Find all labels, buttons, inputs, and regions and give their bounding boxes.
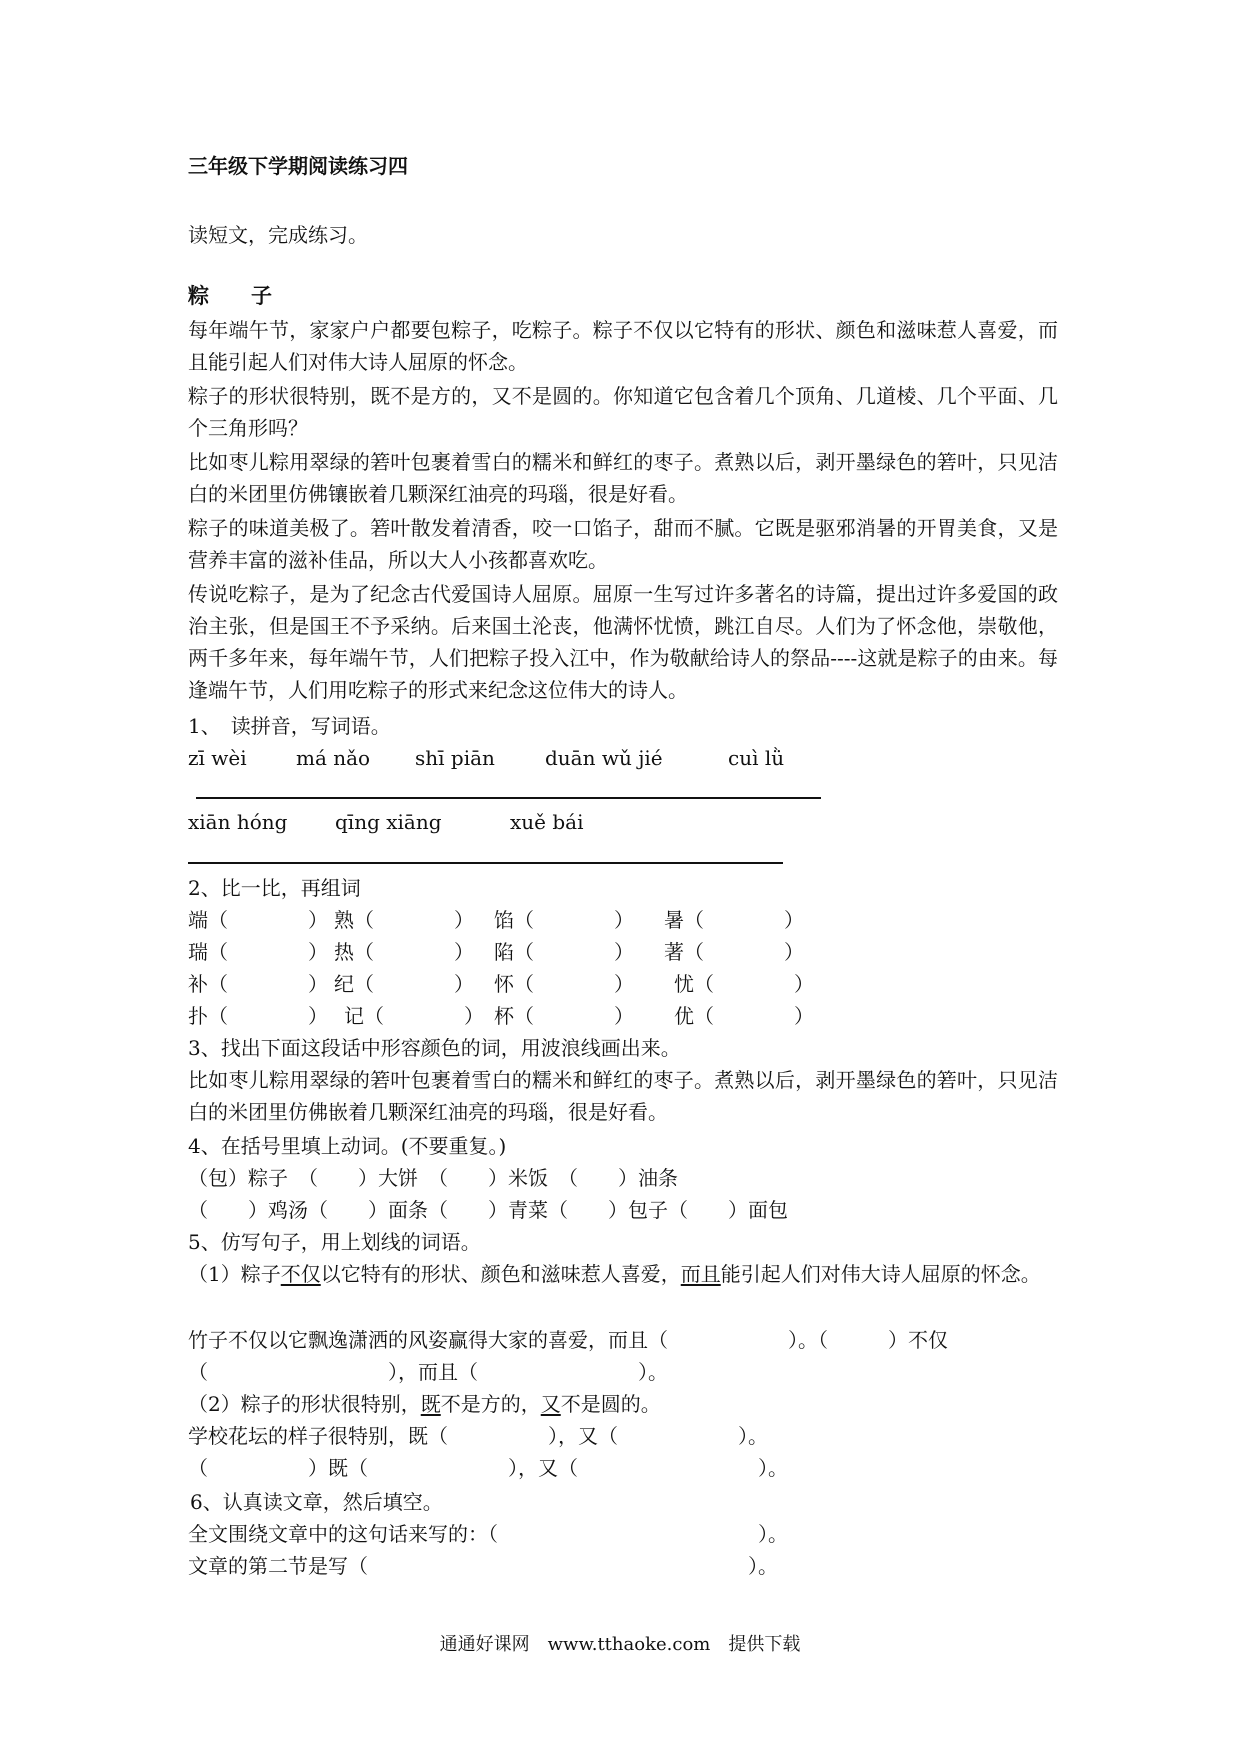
q2-label: 2、比一比，再组词 bbox=[188, 876, 361, 900]
q4-row-2[interactable]: （ ）鸡汤（ ）面条（ ）青菜（ ）包子（ ）面包 bbox=[188, 1198, 788, 1222]
word-item[interactable]: 熟（ ） bbox=[334, 908, 474, 932]
passage-paragraph-1: 每年端午节，家家户户都要包粽子，吃粽子。粽子不仅以它特有的形状、颜色和滋味惹人喜爱，而且能引起人们对伟大诗人屈原的怀念。 bbox=[188, 318, 1058, 374]
word-item[interactable]: 杯（ ） bbox=[494, 1004, 634, 1028]
document-title: 三年级下学期阅读练习四 bbox=[188, 154, 408, 178]
passage-paragraph-2: 粽子的形状很特别，既不是方的，又不是圆的。你知道它包含着几个顶角、几道棱、几个平面、几个三角形吗？ bbox=[188, 384, 1058, 440]
q5-sentence-1 bbox=[188, 1258, 1058, 1290]
word-item[interactable]: 补（ ） bbox=[188, 972, 328, 996]
word-item[interactable]: 纪（ ） bbox=[334, 972, 474, 996]
q1-label: 1、 读拼音，写词语。 bbox=[188, 714, 391, 738]
pinyin-item: zī wèi bbox=[188, 746, 247, 770]
q5-fill-4[interactable]: （ ）既（ ），又（ ）。 bbox=[188, 1456, 788, 1480]
q5-s2-mid: 不是方的， bbox=[440, 1392, 541, 1416]
word-item[interactable]: 瑞（ ） bbox=[188, 940, 328, 964]
word-item[interactable]: 著（ ） bbox=[664, 940, 804, 964]
word-item[interactable]: 热（ ） bbox=[334, 940, 474, 964]
footer-credit: 通通好课网 www.tthaoke.com 提供下载 bbox=[439, 1634, 801, 1655]
q6-label: 6、认真读文章，然后填空。 bbox=[190, 1490, 443, 1514]
q5-s2-end: 不是圆的。 bbox=[560, 1392, 661, 1416]
q5-label: 5、仿写句子，用上划线的词语。 bbox=[188, 1230, 481, 1254]
q5-s1-mid: 以它特有的形状、颜色和滋味惹人喜爱， bbox=[320, 1262, 681, 1286]
q5-s1-end: 能引起人们对伟大诗人屈原的怀念。 bbox=[720, 1262, 1041, 1286]
q5-s1-prefix: （1）粽子 bbox=[188, 1262, 281, 1286]
word-item[interactable]: 暑（ ） bbox=[664, 908, 804, 932]
pinyin-item: cuì lǜ bbox=[728, 746, 785, 770]
passage-paragraph-3: 比如枣儿粽用翠绿的箬叶包裹着雪白的糯米和鲜红的枣子。煮熟以后，剥开墨绿色的箬叶，只见洁白的米团里仿佛镶嵌着几颗深红油亮的玛瑙，很是好看。 bbox=[188, 450, 1058, 506]
answer-line-1[interactable] bbox=[196, 797, 821, 799]
q5-s2-underline-2: 又 bbox=[540, 1392, 561, 1416]
word-item[interactable]: 怀（ ） bbox=[494, 972, 634, 996]
answer-line-2[interactable] bbox=[188, 862, 783, 864]
word-item[interactable]: 馅（ ） bbox=[494, 908, 634, 932]
instruction: 读短文，完成练习。 bbox=[188, 223, 368, 247]
q3-text: 比如枣儿粽用翠绿的箬叶包裹着雪白的糯米和鲜红的枣子。煮熟以后，剥开墨绿色的箬叶，只见洁白的米团里仿佛嵌着几颗深红油亮的玛瑙，很是好看。 bbox=[188, 1068, 1058, 1124]
q3-label: 3、找出下面这段话中形容颜色的词，用波浪线画出来。 bbox=[188, 1036, 681, 1060]
pinyin-item: shī piān bbox=[415, 746, 495, 770]
q4-row-1[interactable]: （包）粽子 （ ）大饼 （ ）米饭 （ ）油条 bbox=[188, 1166, 678, 1190]
q5-s2-underline-1: 既 bbox=[420, 1392, 441, 1416]
pinyin-item: duān wǔ jié bbox=[545, 746, 663, 770]
word-item[interactable]: 优（ ） bbox=[674, 1004, 814, 1028]
q5-fill-2[interactable]: （ ），而且（ ）。 bbox=[188, 1360, 668, 1384]
pinyin-item: má nǎo bbox=[296, 746, 371, 770]
pinyin-item: qīng xiāng bbox=[335, 810, 442, 834]
q4-label: 4、在括号里填上动词。(不要重复。) bbox=[188, 1134, 507, 1158]
passage-title: 粽 子 bbox=[188, 283, 272, 308]
q5-sentence-2 bbox=[188, 1388, 661, 1420]
q6-line-2[interactable]: 文章的第二节是写（ ）。 bbox=[188, 1554, 778, 1578]
pinyin-item: xiān hóng bbox=[188, 810, 288, 834]
pinyin-item: xuě bái bbox=[510, 810, 584, 834]
q5-s2-prefix: （2）粽子的形状很特别， bbox=[188, 1392, 421, 1416]
q6-line-1[interactable]: 全文围绕文章中的这句话来写的：（ ）。 bbox=[188, 1522, 788, 1546]
word-item[interactable]: 记（ ） bbox=[344, 1004, 484, 1028]
q5-s1-underline-2: 而且 bbox=[680, 1262, 721, 1286]
word-item[interactable]: 陷（ ） bbox=[494, 940, 634, 964]
passage-paragraph-5: 传说吃粽子，是为了纪念古代爱国诗人屈原。屈原一生写过许多著名的诗篇，提出过许多爱国的政治主张，但是国王不予采纳。后来国土沦丧，他满怀忧愤，跳江自尽。人们为了怀念他，崇敬他，两千多年来，每年端午节，人们把粽子投入江中，作为敬献给诗人的祭品----这就是粽子的由来。每逢端午节，人们用吃粽子的形式来纪念这位伟大的诗人。 bbox=[188, 582, 1058, 702]
word-item[interactable]: 端（ ） bbox=[188, 908, 328, 932]
q5-fill-1[interactable]: 竹子不仅以它飘逸潇洒的风姿赢得大家的喜爱，而且（ ）。（ ）不仅 bbox=[188, 1328, 948, 1352]
passage-paragraph-4: 粽子的味道美极了。箬叶散发着清香，咬一口馅子，甜而不腻。它既是驱邪消暑的开胃美食，又是营养丰富的滋补佳品，所以大人小孩都喜欢吃。 bbox=[188, 516, 1058, 572]
q5-s1-underline-1: 不仅 bbox=[280, 1262, 321, 1286]
word-item[interactable]: 扑（ ） bbox=[188, 1004, 328, 1028]
q5-fill-3[interactable]: 学校花坛的样子很特别，既（ ），又（ ）。 bbox=[188, 1424, 768, 1448]
word-item[interactable]: 忧（ ） bbox=[674, 972, 814, 996]
